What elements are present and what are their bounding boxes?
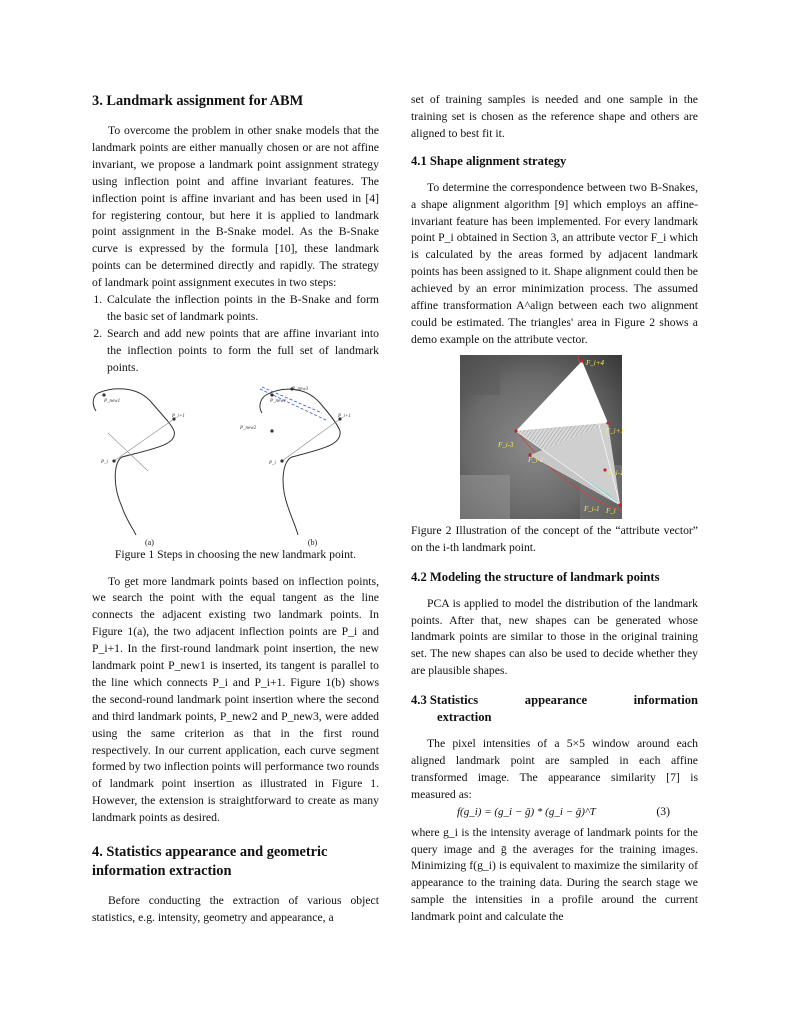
section-4-3-paragraph: The pixel intensities of a 5×5 window around each aligned landmark point are sampled in each affine transformed image. The appearance similarity [7] is measured as: [411,737,698,801]
section-4-heading: 4. Statistics appearance and geometric information extraction [92,844,328,880]
fig2-label-fi2: F_i-2 [528,455,544,464]
section-4-3-heading: 4.3 Statistics appearance information [411,693,698,708]
paragraph-landmark-insertion: To get more landmark points based on inflection points, we search the point with the equal tangent as the line connects the adjacent existing two landmark points. In Figure 1(a), the two adjacent inflection points are P_i and P_i+1. In the first-round landmark point insertion, the new landmark point P_new1 is inserted, its tangent is parallel to the line which connects P_i and P_i+1. Figure 1(b) shows the second-round landmark point insertion where the second and third landmark points, P_new2 and P_new3, were added using the same criterion as that in the first round respectively. In our current application, each curve segment formed by two inflection points will performance two rounds of landmark point insertion as illustrated in Figure 1. However, the extension is straightforward to create as many landmark points as desired. [92,574,379,825]
section-4-1-heading: 4.1 Shape alignment strategy [411,153,567,168]
fig2-label-fim2: F_i-1 [584,504,600,513]
fig1b-label-pi1: P_i+1 [338,413,351,419]
section-4-2-heading: 4.2 Modeling the structure of landmark points [411,569,660,584]
step-1: 1. Calculate the inflection points in the B-Snake and form the basic set of landmark points. [105,292,379,326]
right-column [411,92,698,926]
figure-1b-tangent-1 [260,386,328,421]
section-3-heading: 3. Landmark assignment for ABM [92,93,304,109]
figure-1a-curve [98,388,174,534]
figure-1b-curve [266,386,340,535]
figure-1a-sublabel: (a) [145,537,154,547]
figure-2-caption: Figure 2 Illustration of the concept of the “attribute vector” on the i-th landmark point. [411,523,698,554]
fig1a-label-pnew1: P_new1 [104,398,121,404]
figure-1a-chord [114,419,174,461]
section-4-2-paragraph: PCA is applied to model the distribution of the landmark points. After that, new shapes can be generated whose landmark points are similar to those in the original training set. The new shapes can also be used to decide whether they are plausible shapes. [411,596,698,678]
equation-3-number: (3) [656,804,670,818]
section-4-paragraph: Before conducting the extraction of various object statistics, e.g. intensity, geometry and appearance, a [92,894,379,924]
fig2-label-fi: F_i [606,506,616,515]
figure-1b-chord [282,419,340,461]
section-3-paragraph: To overcome the problem in other snake models that the landmark points are either manually chosen or are not affine invariant, we propose a landmark point assignment strategy using inflection point and affine invariant features. The inflection point is affine invariant and has been used in [4] for registering contour, but here it is applied to landmark point assignment in the B-Snake model. As the B-Snake curve is expressed by the formula [10], these landmark points can be determined directly and rapidly. The strategy of landmark point assignment executes in two steps: [92,124,379,290]
fig1b-label-pnew1: P_new1 [270,398,287,404]
fig1a-label-pi: P_i [101,459,108,465]
paragraph-training-samples: set of training samples is needed and one sample in the training set is chosen as the reference shape and others are aligned to best fit it. [411,93,698,140]
figure-1 [92,385,379,535]
fig1b-label-pnew3: P_new3 [292,386,309,392]
step-2: 2. Search and add new points that are affine invariant into the inflection points to form the full set of landmark points. [105,326,379,377]
equation-3-formula: f(g_i) = (g_i − ḡ) * (g_i − ḡ)^T [457,805,596,818]
figure-1b-sublabel: (b) [307,537,318,547]
section-4-1-paragraph: To determine the correspondence between two B-Snakes, a shape alignment algorithm [9] which employs an affine-invariant feature has been implemented. For every landmark point P_i obtained in Section 3, an attribute vector F_i which is calculated by the areas formed by adjacent landmark points has been assigned to it. Shape alignment could then be achieved by an error minimization process. The assumed affine transformation A^align between each two alignment could be estimated. The triangles' area in Figure 2 shows a demo example on the attribute vector. [411,180,698,346]
fig2-label-fi1: F_i+1 [606,426,624,435]
figure-1a-curve-top [93,393,98,411]
fig2-label-fim1: F_i-1 [608,468,624,477]
section-4-3-heading-line2: extraction [437,710,492,725]
equation-3 [411,804,698,821]
figure-1-caption: Figure 1 Steps in choosing the new landmark point. [114,547,357,561]
figure-2 [460,355,622,519]
fig1a-label-pi1: P_i+1 [172,413,185,419]
steps-list [92,292,379,377]
figure-1b-curve-top [260,395,266,413]
fig1b-label-pi: P_i [269,460,276,466]
left-column [92,92,379,927]
section-4-3-paragraph-2: where g_i is the intensity average of landmark points for the query image and ḡ the averages for the training images. Minimizing f(g_i) is equivalent to maximize the similarity of appearance to the training data. During the search stage we sample the intensities in a profile around the current landmark point and calculate the [411,825,698,924]
fig1b-label-pnew2: P_new2 [240,425,257,431]
fig2-label-fi4: F_i+4 [586,358,604,367]
fig2-label-fi3: F_i-3 [498,440,514,449]
